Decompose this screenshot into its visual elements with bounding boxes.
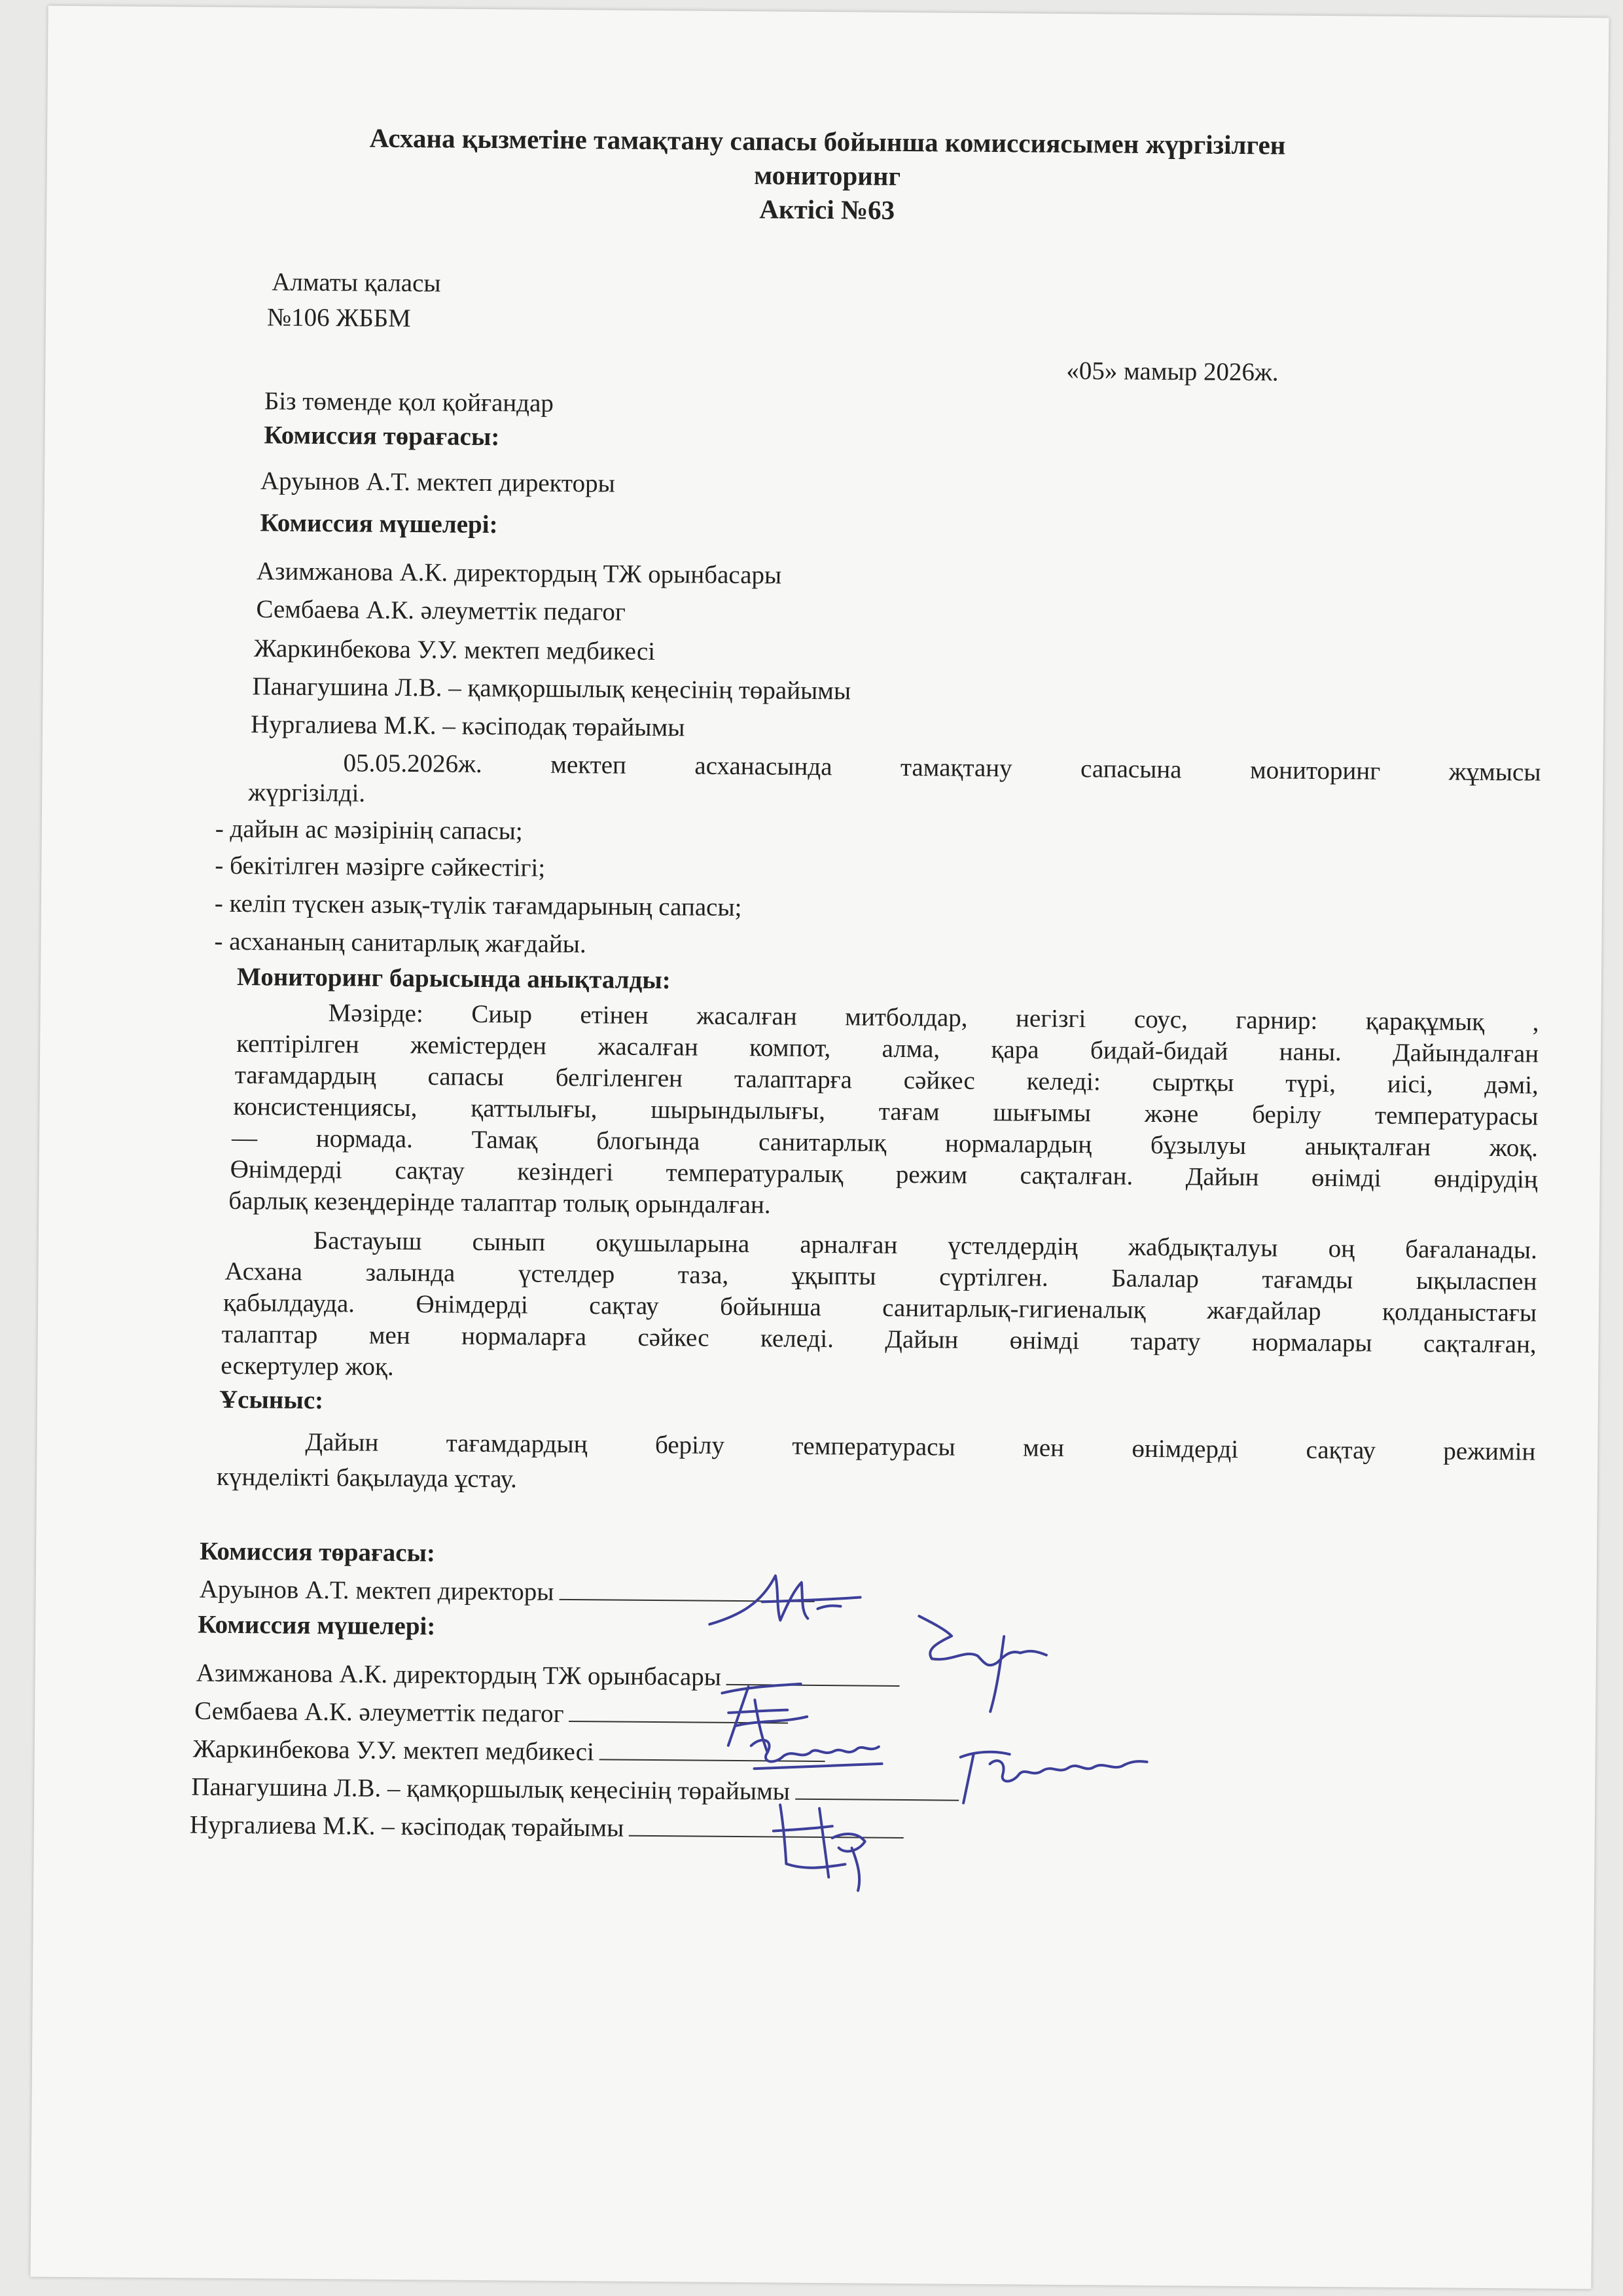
member-4-signature-icon — [950, 1734, 1160, 1815]
members-heading: Комиссия мүшелері: — [260, 509, 498, 539]
findings-line-4: консистенциясы, қаттылығы, шырындылығы, тағам шығымы және берілу температурасы — [233, 1092, 1539, 1131]
member-5: Нургалиева М.К. – кәсіподақ төрайымы — [250, 710, 685, 742]
paragraph-3-line-5: ескертулер жоқ. — [221, 1351, 394, 1381]
paragraph-1-line-2: жүргізілді. — [248, 778, 366, 808]
sig-member-2-name: Сембаева А.К. әлеуметтік педагог — [194, 1696, 564, 1728]
findings-line-2: кептірілген жемістерден жасалған компот, алма, қара бидай-бидай наны. Дайындалған — [236, 1029, 1539, 1068]
member-1: Азимжанова А.К. директордың ТЖ орынбасары — [256, 557, 782, 590]
member-2: Сембаева А.К. әлеуметтік педагог — [256, 595, 626, 626]
member-5-signature-icon — [760, 1791, 911, 1897]
document-page — [30, 6, 1609, 2289]
sig-member-3-name: Жаркинбекова У.У. мектеп медбикесі — [192, 1734, 595, 1767]
title-line-2: мониторинг — [754, 160, 901, 191]
findings-line-6: Өнімдерді сақтау кезіндегі температуралық режим сақталған. Дайын өнімді өндірудің — [230, 1155, 1538, 1194]
bullet-1: - дайын ас мәзірінің сапасы; — [215, 814, 523, 846]
chair-name: Аруынов А.Т. мектеп директоры — [260, 467, 615, 498]
signed-below: Біз төменде қол қойғандар — [264, 387, 554, 418]
paragraph-3-line-2: Асхана залында үстелдер таза, ұқыпты сүртілген. Балалар тағамды ықыласпен — [224, 1257, 1537, 1296]
sig-member-row-2 — [194, 1695, 789, 1732]
member-3: Жаркинбекова У.У. мектеп медбикесі — [253, 634, 656, 666]
paragraph-1-line-1: 05.05.2026ж. мектеп асханасында тамақтану сапасына мониторинг жұмысы — [343, 749, 1541, 787]
recommendation-line-1: Дайын тағамдардың берілу температурасы мен өнімдерді сақтау режимін — [305, 1427, 1536, 1466]
recommendation-heading: Ұсыныс: — [219, 1385, 324, 1415]
bullet-2: - бекітілген мәзірге сәйкестігі; — [215, 851, 546, 882]
bullet-3: - келіп түскен азық-түлік тағамдарының сапасы; — [214, 889, 742, 922]
member-1-signature-icon — [905, 1603, 1056, 1715]
findings-line-7: барлық кезеңдерінде талаптар толық орындалған. — [228, 1186, 771, 1219]
sig-chair-heading: Комиссия төрағасы: — [199, 1537, 436, 1568]
act-title — [46, 118, 1608, 233]
city: Алматы қаласы — [272, 268, 441, 298]
paragraph-3-line-3: қабылдауда. Өнімдерді сақтау бойынша санитарлық-гигиеналық жағдайлар қолданыстағы — [223, 1288, 1537, 1327]
chair-heading: Комиссия төрағасы: — [264, 421, 500, 452]
sig-chair-name: Аруынов А.Т. мектеп директоры — [199, 1575, 554, 1606]
chair-signature-icon — [703, 1562, 874, 1636]
act-date: «05» мамыр 2026ж. — [1066, 356, 1279, 387]
sig-member-5-name: Нургалиева М.К. – кәсіподақ төрайымы — [189, 1810, 624, 1842]
findings-heading: Мониторинг барысында анықталды: — [236, 962, 671, 995]
sig-members-heading: Комиссия мүшелері: — [198, 1610, 436, 1641]
sig-member-1-name: Азимжанова А.К. директордың ТЖ орынбасары — [196, 1659, 722, 1691]
title-line-1: Асхана қызметіне тамақтану сапасы бойынша комиссиясымен жүргізілген — [369, 122, 1286, 160]
school-name: №106 ЖББМ — [266, 303, 411, 333]
findings-line-1: Мәзірде: Сиыр етінен жасалған митболдар, негізгі соус, гарнир: қарақұмық , — [328, 999, 1539, 1037]
sig-member-4-name: Панагушина Л.В. – қамқоршылық кеңесінің төрайымы — [191, 1772, 791, 1806]
findings-line-5: — нормада. Тамақ блогында санитарлық нормалардың бұзылуы анықталған жоқ. — [231, 1123, 1539, 1162]
recommendation-line-2: күнделікті бақылауда ұстау. — [216, 1462, 518, 1494]
title-line-3: Актісі №63 — [759, 194, 895, 225]
bullet-4: - асхананың санитарлық жағдайы. — [214, 927, 586, 959]
paragraph-3-line-1: Бастауыш сынып оқушыларына арналған үстелдердің жабдықталуы оң бағаланады. — [313, 1226, 1537, 1265]
paragraph-3-line-4: талаптар мен нормаларға сәйкес келеді. Дайын өнімді тарату нормалары сақталған, — [221, 1319, 1537, 1359]
member-4: Панагушина Л.В. – қамқоршылық кеңесінің төрайымы — [252, 672, 851, 706]
findings-line-3: тағамдардың сапасы белгіленген талаптарға сәйкес келеді: сыртқы түрі, иісі, дәмі, — [234, 1060, 1539, 1100]
member-3-signature-icon — [741, 1719, 892, 1786]
